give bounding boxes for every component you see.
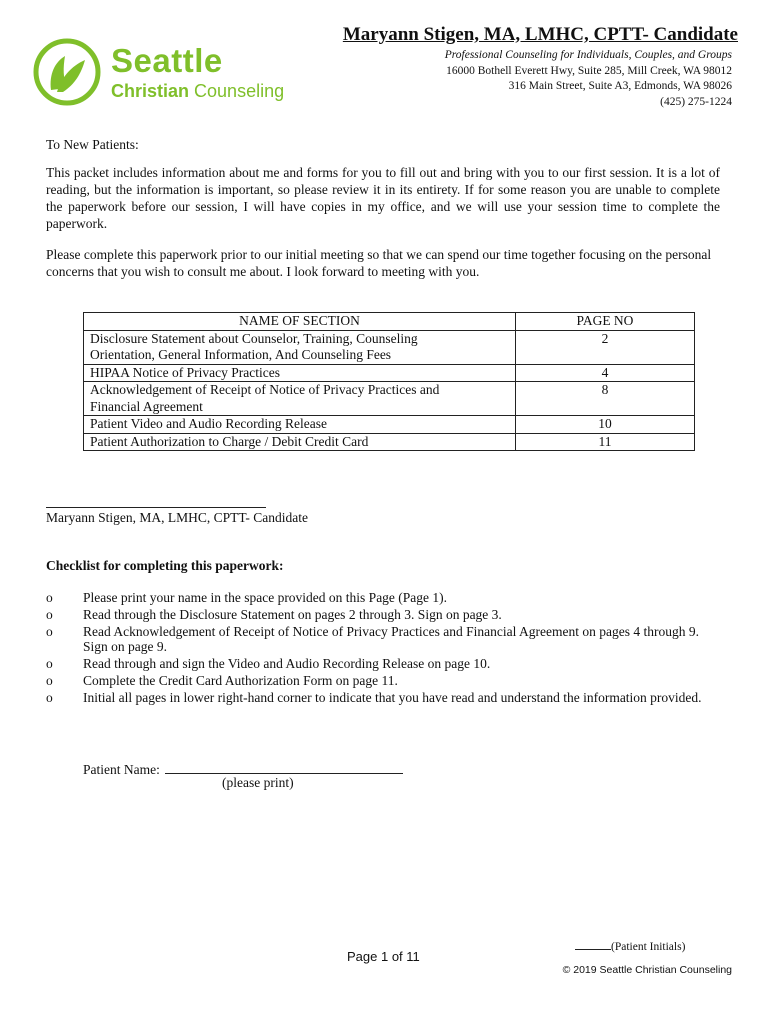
list-item (46, 691, 736, 706)
page-cell: 2 (516, 330, 695, 364)
list-item (46, 608, 736, 623)
instruction-paragraph: Please complete this paperwork prior to our initial meeting so that we can spend our time together focusing on the personal concerns that you wish to consult me about. I look forward to meeting with you. (46, 247, 712, 279)
page-cell: 4 (516, 364, 695, 382)
patient-name-label: Patient Name: (83, 762, 160, 777)
page-number: Page 1 of 11 (347, 949, 420, 964)
bullet-icon: o (46, 672, 53, 688)
table-row (84, 433, 695, 451)
list-item-text: Initial all pages in lower right-hand corner to indicate that you have read and understand the information provided. (83, 689, 702, 705)
section-cell: HIPAA Notice of Privacy Practices (84, 364, 516, 382)
intro-paragraph: This packet includes information about me and forms for you to fill out and bring with you to our first session. It is a lot of reading, but the information is important, so please review it in its entirety. If for some reason you are unable to complete the paperwork before our session, I will have copies in my office, and we will use your session time to complete the paperwork. (46, 165, 720, 231)
bullet-icon: o (46, 655, 53, 671)
please-print-note: (please print) (222, 775, 294, 790)
list-item-text: Read Acknowledgement of Receipt of Notice of Privacy Practices and Financial Agreement on pages 4 through 9. (83, 624, 699, 639)
logo-counseling-text: Counseling (194, 81, 285, 101)
section-column-header: NAME OF SECTION (84, 313, 516, 331)
bullet-icon: o (46, 624, 53, 639)
patient-name-field[interactable] (165, 759, 403, 774)
bullet-icon: o (46, 607, 53, 622)
page-cell: 11 (516, 433, 695, 451)
section-cell (84, 382, 516, 416)
sections-table (83, 312, 695, 451)
section-text: Disclosure Statement about Counselor, Training, Counseling (90, 330, 418, 346)
table-row (84, 382, 695, 416)
table-header-row (84, 313, 695, 331)
initials-label: (Patient Initials) (611, 941, 686, 953)
address-line-2: 316 Main Street, Suite A3, Edmonds, WA 98026 (508, 80, 732, 92)
checklist-heading: Checklist for completing this paperwork: (46, 558, 284, 573)
patient-initials (575, 939, 685, 953)
practice-tagline: Professional Counseling for Individuals, Couples, and Groups (444, 49, 732, 61)
list-item (46, 657, 736, 672)
counselor-name-heading: Maryann Stigen, MA, LMHC, CPTT- Candidate (342, 24, 738, 45)
list-item (46, 625, 736, 654)
list-item-text: Please print your name in the space provided on this Page (Page 1). (83, 590, 448, 605)
bullet-icon: o (46, 590, 53, 605)
page-cell: 8 (516, 382, 695, 416)
section-cell (84, 330, 516, 364)
signature-line (46, 507, 266, 508)
table-row (84, 364, 695, 382)
logo-subtitle (111, 82, 284, 100)
page-cell: 10 (516, 416, 695, 434)
contact-block (445, 48, 732, 110)
logo (33, 38, 303, 108)
initials-field[interactable] (575, 939, 611, 950)
logo-seattle-text: Seattle (111, 42, 223, 79)
page-column-header: PAGE NO (516, 313, 695, 331)
leaf-logo-icon (33, 38, 101, 106)
phone-number: (425) 275-1224 (660, 95, 732, 108)
table-row (84, 330, 695, 364)
copyright-notice: © 2019 Seattle Christian Counseling (562, 964, 732, 976)
section-cell: Patient Authorization to Charge / Debit Credit Card (84, 433, 516, 451)
logo-christian-text: Christian (111, 81, 190, 101)
section-text: Financial Agreement (90, 398, 203, 414)
section-cell: Patient Video and Audio Recording Release (84, 416, 516, 434)
table-row (84, 416, 695, 434)
section-text: Orientation, General Information, And Counseling Fees (90, 347, 392, 362)
section-text: Acknowledgement of Receipt of Notice of Privacy Practices and (90, 382, 440, 397)
signature-name: Maryann Stigen, MA, LMHC, CPTT- Candidate (46, 510, 308, 525)
list-item-text: Complete the Credit Card Authorization Form on page 11. (83, 672, 398, 688)
list-item (46, 591, 736, 606)
checklist (46, 591, 736, 708)
list-item (46, 674, 736, 689)
salutation: To New Patients: (46, 137, 139, 152)
bullet-icon: o (46, 689, 53, 705)
address-line-1: 16000 Bothell Everett Hwy, Suite 285, Mill Creek, WA 98012 (446, 64, 732, 77)
list-item-text: Read through and sign the Video and Audio Recording Release on page 10. (83, 655, 491, 671)
list-item-text: Sign on page 9. (83, 638, 167, 654)
list-item-text: Read through the Disclosure Statement on pages 2 through 3. Sign on page 3. (83, 607, 502, 622)
